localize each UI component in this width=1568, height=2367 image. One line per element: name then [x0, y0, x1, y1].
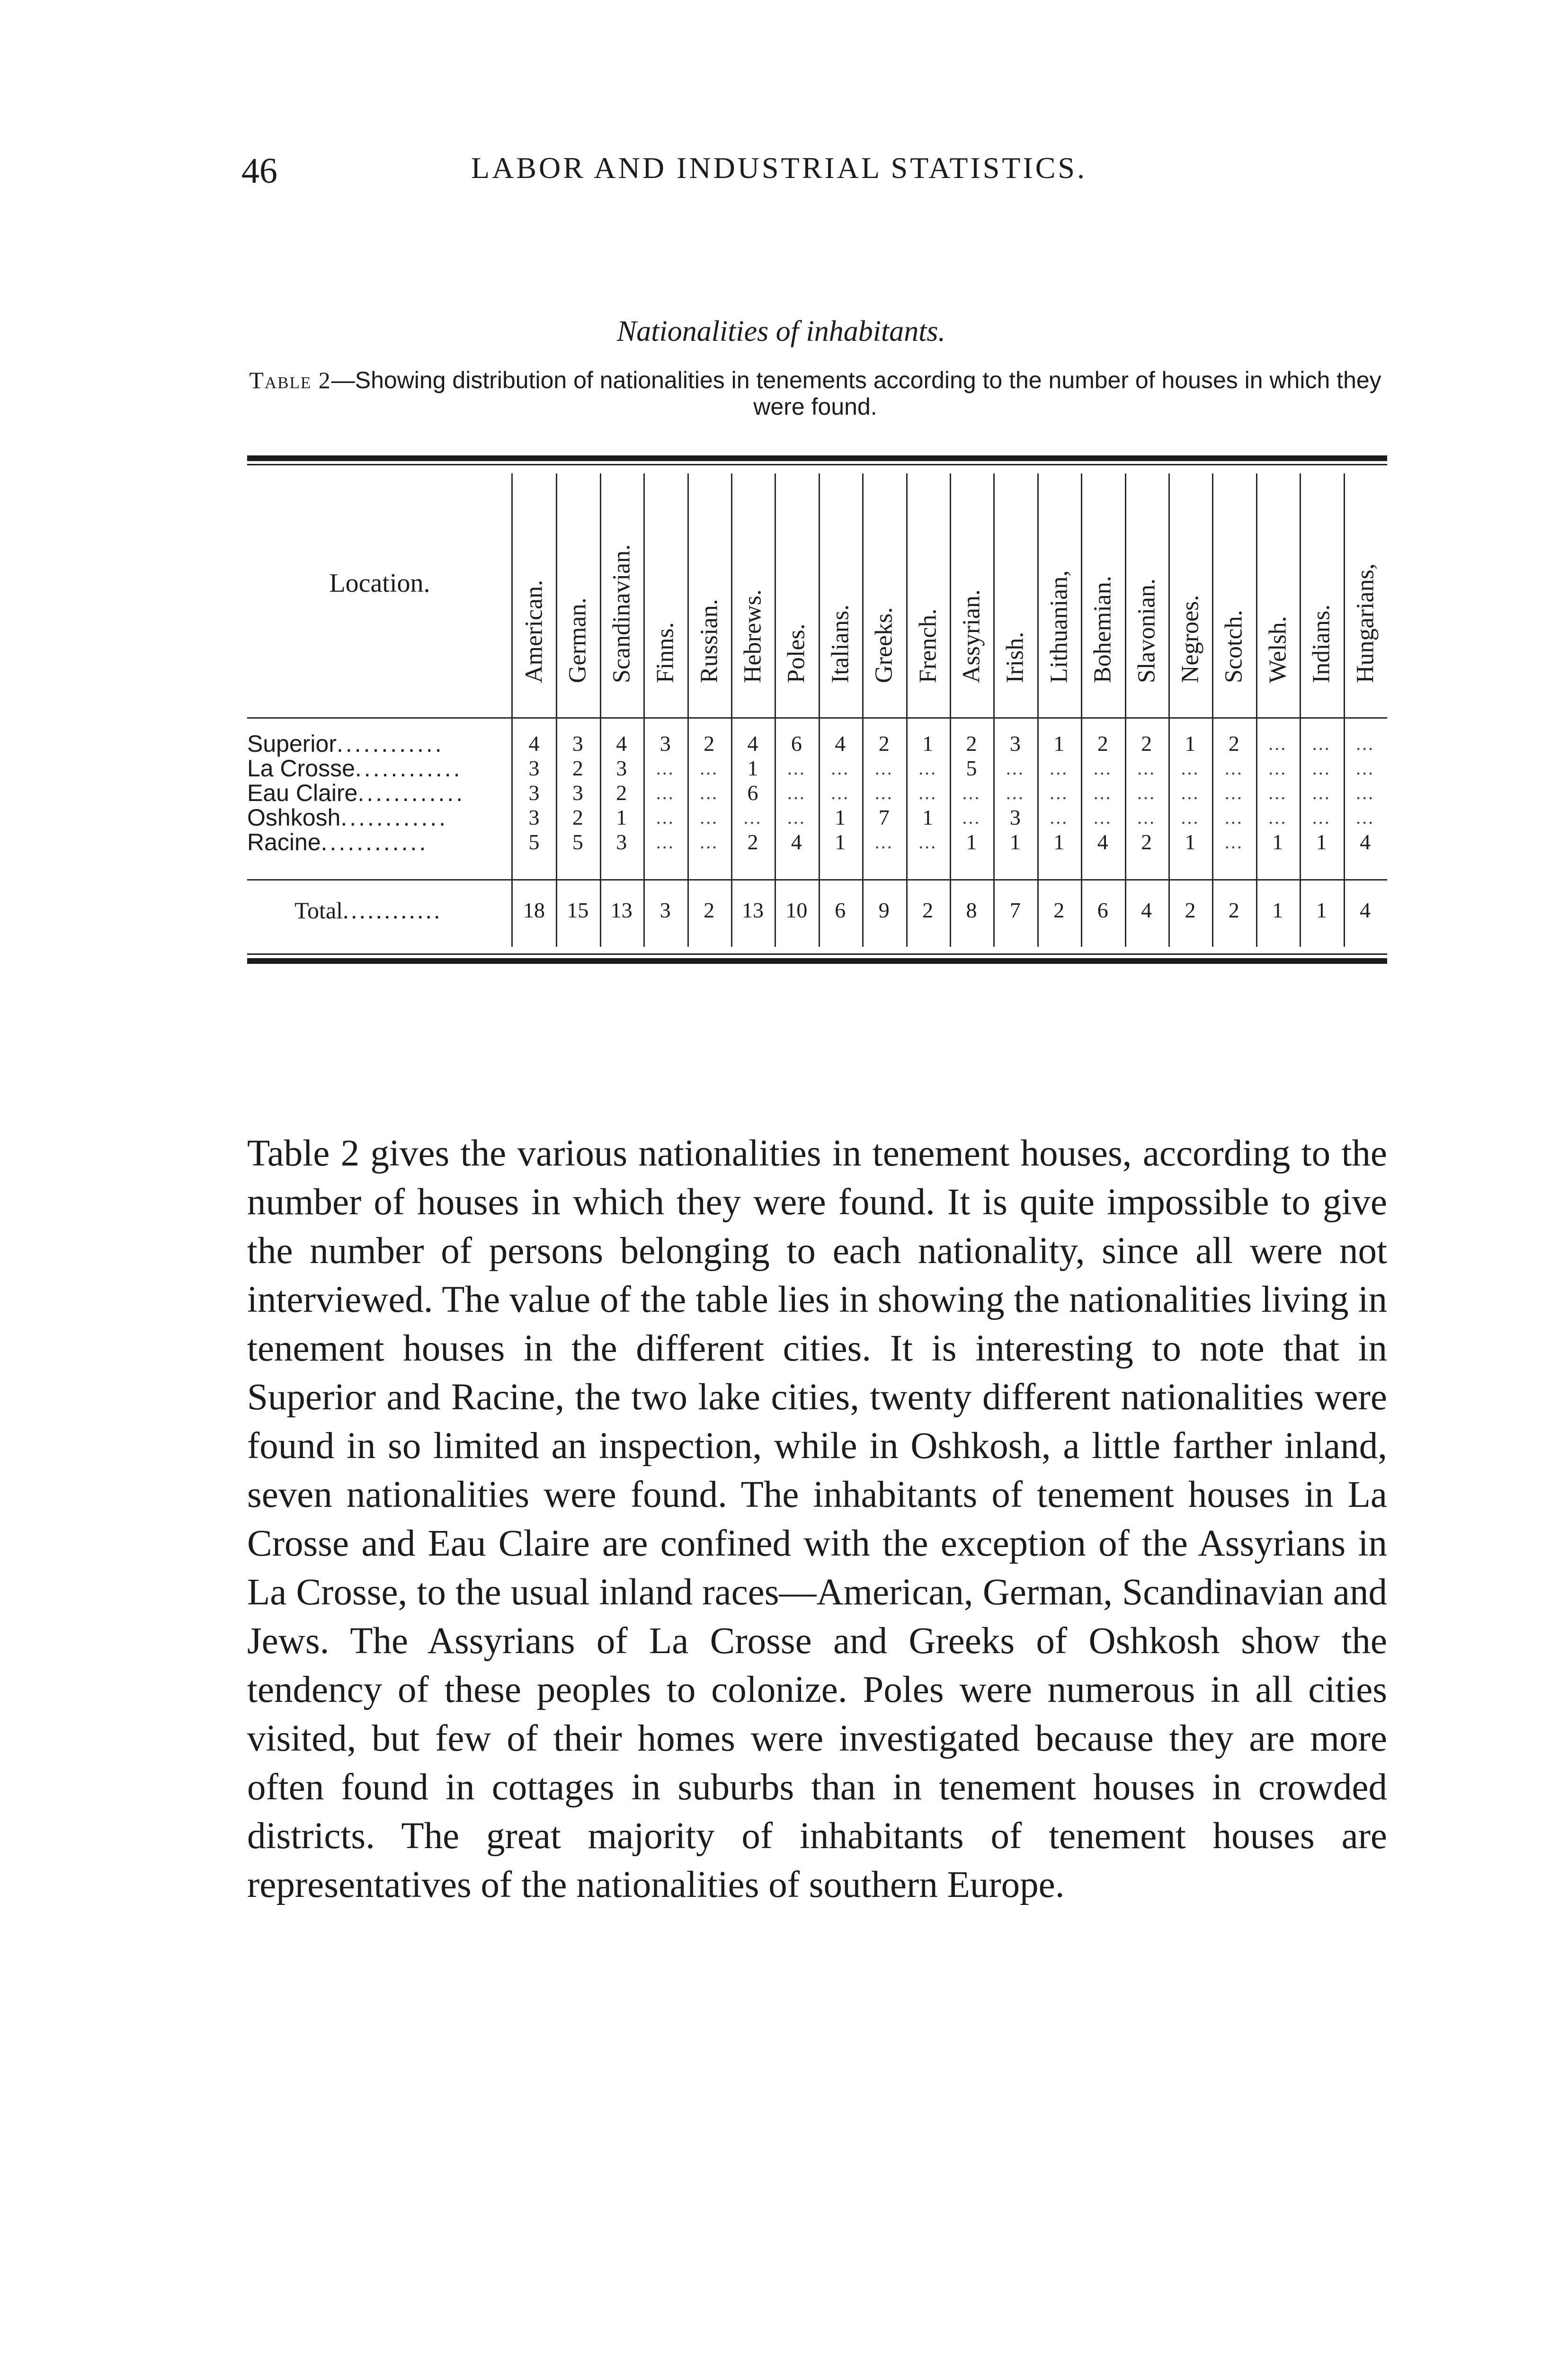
table-cell: ... — [743, 807, 762, 828]
column-separator — [950, 473, 951, 947]
column-header — [733, 473, 773, 720]
table-cell: ... — [874, 757, 893, 779]
total-cell: 18 — [523, 898, 545, 922]
table-cell: 1 — [616, 805, 627, 829]
table-cell: 4 — [835, 731, 846, 756]
table-cell: 5 — [528, 830, 540, 854]
table-cell: ... — [1050, 757, 1069, 779]
table-cell: ... — [1137, 807, 1156, 828]
column-header — [1214, 473, 1254, 720]
table-cell: ... — [1050, 782, 1069, 803]
body-paragraph-block — [247, 1129, 1387, 1909]
column-header-label: Italians. — [827, 604, 854, 683]
column-header — [952, 473, 991, 720]
table-cell: 4 — [528, 731, 540, 756]
table-cell: ... — [918, 782, 937, 803]
body-paragraph: Table 2 gives the various nationalities in tenement houses, according to the number of houses in which they were found. It is quite impossible to give the number of persons belonging to each nationality, since all were not interviewed. The value of the table lies in showing the nationalities living in tenement houses in the different cities. It is interesting to note that in Superior and Racine, the two lake cities, twenty different nationalities were found in so limited an inspection, while in Oshkosh, a little farther inland, seven nationalities were found. The inhabitants of tenement houses in La Crosse and Eau Claire are confined with the exception of the Assyrians in La Crosse, to the usual inland races—American, German, Scandinavian and Jews. The Assyrians of La Crosse and Greeks of Oshkosh show the tendency of these peoples to colonize. Poles were numerous in all cities visited, but few of their homes were investigated because they are more often found in cottages in suburbs than in tenement houses in crowded districts. The great majority of inhabitants of tenement houses are representatives of the nationalities of southern Europe. — [247, 1133, 1387, 1905]
table-cell: ... — [1268, 733, 1287, 754]
column-header — [1083, 473, 1123, 720]
table-cell: 5 — [966, 756, 977, 780]
column-separator — [1256, 473, 1257, 947]
table-cell: 4 — [616, 731, 627, 756]
column-header — [995, 473, 1035, 720]
total-cell: 2 — [922, 898, 934, 922]
table-cell: 1 — [747, 756, 758, 780]
table-cell: ... — [1181, 757, 1200, 779]
column-header — [1039, 473, 1079, 720]
table-cell: 1 — [966, 830, 977, 854]
table-cell: 3 — [572, 731, 583, 756]
total-cell: 3 — [659, 898, 671, 922]
table-cell: 1 — [922, 731, 934, 756]
total-cell: 9 — [878, 898, 890, 922]
column-separator — [556, 473, 557, 947]
column-separator — [993, 473, 995, 947]
column-header-label: Indians. — [1308, 604, 1335, 683]
table-cell: 2 — [1228, 731, 1239, 756]
table-cell: ... — [1181, 807, 1200, 828]
column-header-label: Greeks. — [870, 607, 898, 683]
table-cell: 2 — [966, 731, 977, 756]
column-separator — [906, 473, 908, 947]
table-cell: 5 — [572, 830, 583, 854]
table-cell: ... — [1224, 782, 1243, 803]
row-location-label — [247, 756, 512, 781]
table-cell: ... — [874, 831, 893, 853]
column-separator — [643, 473, 645, 947]
column-header — [820, 473, 860, 720]
location-name: Racine — [247, 829, 321, 855]
location-column-separator — [511, 473, 513, 947]
table-cell: ... — [656, 807, 675, 828]
table-cell: ... — [1356, 782, 1375, 803]
table-cell: 4 — [791, 830, 802, 854]
table-cell: ... — [1356, 757, 1375, 779]
table-cell: ... — [1093, 782, 1112, 803]
table-cell: ... — [1312, 807, 1331, 828]
table-cell: ... — [1181, 782, 1200, 803]
row-location-label — [247, 781, 512, 805]
column-separator — [1300, 473, 1301, 947]
leader-dots: ............ — [355, 755, 463, 782]
table-cell: 1 — [1053, 830, 1065, 854]
total-cell: 13 — [610, 898, 633, 922]
total-cell: 6 — [835, 898, 846, 922]
table-cell: ... — [700, 782, 719, 803]
column-header — [645, 473, 685, 720]
table-cell: ... — [874, 782, 893, 803]
total-cell: 1 — [1272, 898, 1283, 922]
table-cell: 3 — [528, 756, 540, 780]
table-cell: ... — [656, 782, 675, 803]
table-top-rule-thin — [247, 464, 1387, 465]
table-cell: 6 — [791, 731, 802, 756]
location-name: Total — [294, 897, 343, 924]
table-cell: 2 — [1141, 830, 1152, 854]
table-cell: 3 — [616, 756, 627, 780]
total-cell: 15 — [567, 898, 589, 922]
table-cell: 2 — [747, 830, 758, 854]
table-cell: ... — [656, 831, 675, 853]
table-cell: ... — [1093, 807, 1112, 828]
column-header — [864, 473, 904, 720]
column-header-label: Lithuanian, — [1045, 570, 1073, 683]
table-cell: ... — [1224, 831, 1243, 853]
table-cell: 1 — [1185, 830, 1196, 854]
table-cell: 1 — [922, 805, 934, 829]
table-cell: ... — [1006, 757, 1025, 779]
page-header — [0, 151, 1568, 203]
column-separator — [1212, 473, 1213, 947]
table-top-rule — [247, 455, 1387, 461]
column-header-label: Finns. — [651, 622, 679, 683]
column-separator — [1344, 473, 1345, 947]
column-header — [1127, 473, 1167, 720]
table-cell: ... — [1050, 807, 1069, 828]
nationalities-table — [247, 473, 1387, 961]
table-cell: ... — [1137, 782, 1156, 803]
table-cell: ... — [700, 831, 719, 853]
table-cell: 1 — [1272, 830, 1283, 854]
table-cell: ... — [1224, 807, 1243, 828]
location-name: Eau Claire — [247, 780, 358, 806]
table-cell: ... — [962, 782, 981, 803]
column-header-label: Slavonian. — [1133, 578, 1160, 683]
table-cell: ... — [1268, 782, 1287, 803]
table-cell: ... — [831, 782, 850, 803]
table-cell: ... — [1356, 733, 1375, 754]
column-header — [1170, 473, 1210, 720]
table-cell: 2 — [572, 756, 583, 780]
table-cell: 1 — [1185, 731, 1196, 756]
column-header — [1345, 473, 1385, 720]
table-cell: 3 — [1009, 805, 1021, 829]
row-location-label — [247, 731, 512, 756]
leader-dots: ............ — [337, 730, 444, 757]
table-cell: 2 — [704, 731, 715, 756]
column-header-label: Assyrian. — [958, 589, 985, 683]
column-separator — [1168, 473, 1170, 947]
table-cell: 3 — [528, 805, 540, 829]
total-cell: 6 — [1097, 898, 1108, 922]
column-header-label: Poles. — [783, 623, 810, 683]
table-cell: 1 — [1053, 731, 1065, 756]
column-header-label: Russian. — [695, 599, 723, 683]
table-cell: ... — [1268, 757, 1287, 779]
table-cell: 3 — [572, 781, 583, 805]
column-separator — [1081, 473, 1082, 947]
table-cell: ... — [700, 757, 719, 779]
total-divider — [247, 879, 1387, 881]
column-header-label: Negroes. — [1176, 595, 1204, 683]
table-cell: ... — [1268, 807, 1287, 828]
total-cell: 2 — [704, 898, 715, 922]
column-separator — [600, 473, 601, 947]
column-separator — [819, 473, 820, 947]
row-location-label — [247, 805, 512, 830]
column-header-label: Bohemian. — [1089, 576, 1116, 683]
leader-dots: ............ — [343, 897, 443, 924]
leader-dots: ............ — [357, 780, 465, 806]
table-cell: ... — [962, 807, 981, 828]
table-cell: 1 — [1316, 830, 1327, 854]
column-separator — [1125, 473, 1126, 947]
column-separator — [1037, 473, 1039, 947]
table-cell: ... — [1224, 757, 1243, 779]
table-cell: ... — [1093, 757, 1112, 779]
column-separator — [862, 473, 864, 947]
table-cell: ... — [1006, 782, 1025, 803]
total-cell: 2 — [1053, 898, 1065, 922]
page-number: 46 — [241, 151, 277, 191]
table-cell: ... — [918, 757, 937, 779]
column-header-label: German. — [564, 597, 591, 683]
table-cell: ... — [1312, 733, 1331, 754]
column-header-label: Scotch. — [1220, 610, 1247, 683]
column-header-label: American. — [520, 579, 548, 683]
table-cell: 1 — [1009, 830, 1021, 854]
location-header: Location. — [329, 569, 430, 598]
table-subtitle: Nationalities of inhabitants. — [616, 315, 946, 347]
total-cell: 4 — [1141, 898, 1152, 922]
total-cell: 4 — [1360, 898, 1371, 922]
column-header — [558, 473, 597, 720]
table-cell: 3 — [1009, 731, 1021, 756]
table-caption — [242, 367, 1388, 420]
table-cell: ... — [787, 782, 806, 803]
table-cell: ... — [700, 807, 719, 828]
table-cell: 6 — [747, 781, 758, 805]
table-cell: ... — [787, 757, 806, 779]
table-cell: ... — [1312, 782, 1331, 803]
table-cell: 2 — [1141, 731, 1152, 756]
table-cell: 2 — [1097, 731, 1108, 756]
table-cell: 4 — [1097, 830, 1108, 854]
column-header — [1258, 473, 1298, 720]
row-location-label — [247, 830, 512, 854]
column-separator — [775, 473, 776, 947]
table-cell: ... — [1137, 757, 1156, 779]
table-cell: 1 — [835, 805, 846, 829]
column-separator — [687, 473, 689, 947]
table-cell: 3 — [616, 830, 627, 854]
column-header — [776, 473, 816, 720]
table-cell: 2 — [616, 781, 627, 805]
table-cell: 7 — [878, 805, 890, 829]
table-cell: 1 — [835, 830, 846, 854]
leader-dots: ............ — [340, 804, 448, 831]
column-header-label: Hungarians, — [1352, 563, 1379, 683]
column-header-label: Welsh. — [1264, 616, 1292, 683]
table-cell: ... — [1356, 807, 1375, 828]
table-cell: 2 — [878, 731, 890, 756]
column-header — [908, 473, 948, 720]
location-name: Oshkosh — [247, 804, 341, 831]
table-caption-label: Table 2 — [249, 367, 331, 393]
table-cell: 4 — [747, 731, 758, 756]
table-bottom-rule-thin — [247, 953, 1387, 955]
table-cell: 3 — [528, 781, 540, 805]
table-caption-text: —Showing distribution of nationalities in tenements according to the number of houses in which they were found. — [331, 367, 1381, 420]
running-head: LABOR AND INDUSTRIAL STATISTICS. — [471, 151, 1087, 185]
column-header-label: French. — [914, 608, 942, 683]
table-cell: ... — [831, 757, 850, 779]
total-cell: 10 — [785, 898, 808, 922]
table-cell: 2 — [572, 805, 583, 829]
column-header-label: Irish. — [1001, 632, 1029, 683]
total-cell: 8 — [966, 898, 977, 922]
table-cell: ... — [787, 807, 806, 828]
table-cell: ... — [1312, 757, 1331, 779]
table-cell: ... — [918, 831, 937, 853]
location-name: Superior — [247, 730, 337, 757]
column-header-label: Scandinavian. — [608, 544, 635, 683]
total-cell: 1 — [1316, 898, 1327, 922]
column-header — [689, 473, 729, 720]
total-cell: 2 — [1185, 898, 1196, 922]
column-header — [602, 473, 641, 720]
table-cell: 4 — [1360, 830, 1371, 854]
table-bottom-rule — [247, 958, 1387, 964]
column-header-label: Hebrews. — [739, 589, 766, 683]
table-cell: ... — [656, 757, 675, 779]
total-row-label — [247, 898, 560, 923]
column-header — [1301, 473, 1341, 720]
location-name: La Crosse — [247, 755, 355, 782]
column-separator — [731, 473, 732, 947]
table-cell: 3 — [659, 731, 671, 756]
total-cell: 13 — [742, 898, 764, 922]
leader-dots: ............ — [321, 829, 428, 855]
total-cell: 7 — [1009, 898, 1021, 922]
total-cell: 2 — [1228, 898, 1239, 922]
column-header — [514, 473, 554, 720]
